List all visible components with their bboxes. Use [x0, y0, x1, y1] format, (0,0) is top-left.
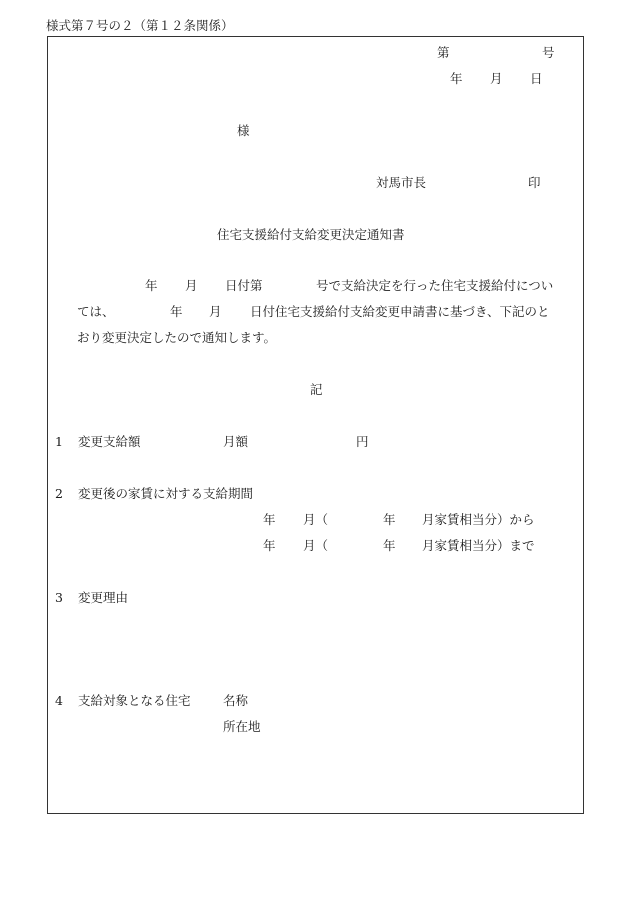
seal-mark: 印	[528, 175, 541, 190]
item2-to-month: 月（	[303, 538, 329, 553]
body-l2-head: ては、	[77, 304, 115, 319]
date-month: 月	[490, 71, 503, 86]
body-l1-date-ref: 日付第	[225, 278, 263, 293]
ki-heading: 記	[310, 382, 323, 397]
item2-to-year2: 年	[383, 538, 396, 553]
item1-number: 1	[55, 434, 63, 449]
date-day: 日	[530, 71, 543, 86]
document-number-prefix: 第	[437, 45, 450, 60]
body-l1-month: 月	[185, 278, 198, 293]
item4-label: 支給対象となる住宅	[78, 693, 191, 708]
recipient-honorific: 様	[237, 123, 250, 138]
item3-number: 3	[55, 590, 63, 605]
body-l1-tail: 号で支給決定を行った住宅支援給付につい	[316, 278, 554, 293]
document-number-suffix: 号	[542, 45, 555, 60]
item3-label: 変更理由	[78, 590, 129, 605]
item2-from-year: 年	[263, 512, 276, 527]
date-year: 年	[450, 71, 463, 86]
document-title: 住宅支援給付支給変更決定通知書	[217, 227, 405, 242]
item1-label: 変更支給額	[78, 434, 141, 449]
item2-to-year: 年	[263, 538, 276, 553]
item2-from-month: 月（	[303, 512, 329, 527]
body-l2-year: 年	[170, 304, 183, 319]
form-number-label: 様式第７号の２（第１２条関係）	[46, 18, 234, 33]
body-l2-rest: 日付住宅支援給付支給変更申請書に基づき、下記のと	[250, 304, 550, 319]
item2-from-year2: 年	[383, 512, 396, 527]
item1-yen: 円	[356, 434, 369, 449]
body-l1-year: 年	[145, 278, 158, 293]
item2-to-month2: 月家賃相当分）まで	[422, 538, 535, 553]
item2-number: 2	[55, 486, 63, 501]
item4-name: 名称	[223, 693, 249, 708]
item2-from-month2: 月家賃相当分）から	[422, 512, 535, 527]
item2-label: 変更後の家賃に対する支給期間	[78, 486, 254, 501]
body-l3: おり変更決定したので通知します。	[77, 330, 277, 345]
item4-number: 4	[55, 693, 63, 708]
sender-title: 対馬市長	[376, 175, 427, 190]
body-l2-month: 月	[209, 304, 222, 319]
item4-address: 所在地	[223, 719, 261, 734]
item1-monthly: 月額	[223, 434, 249, 449]
